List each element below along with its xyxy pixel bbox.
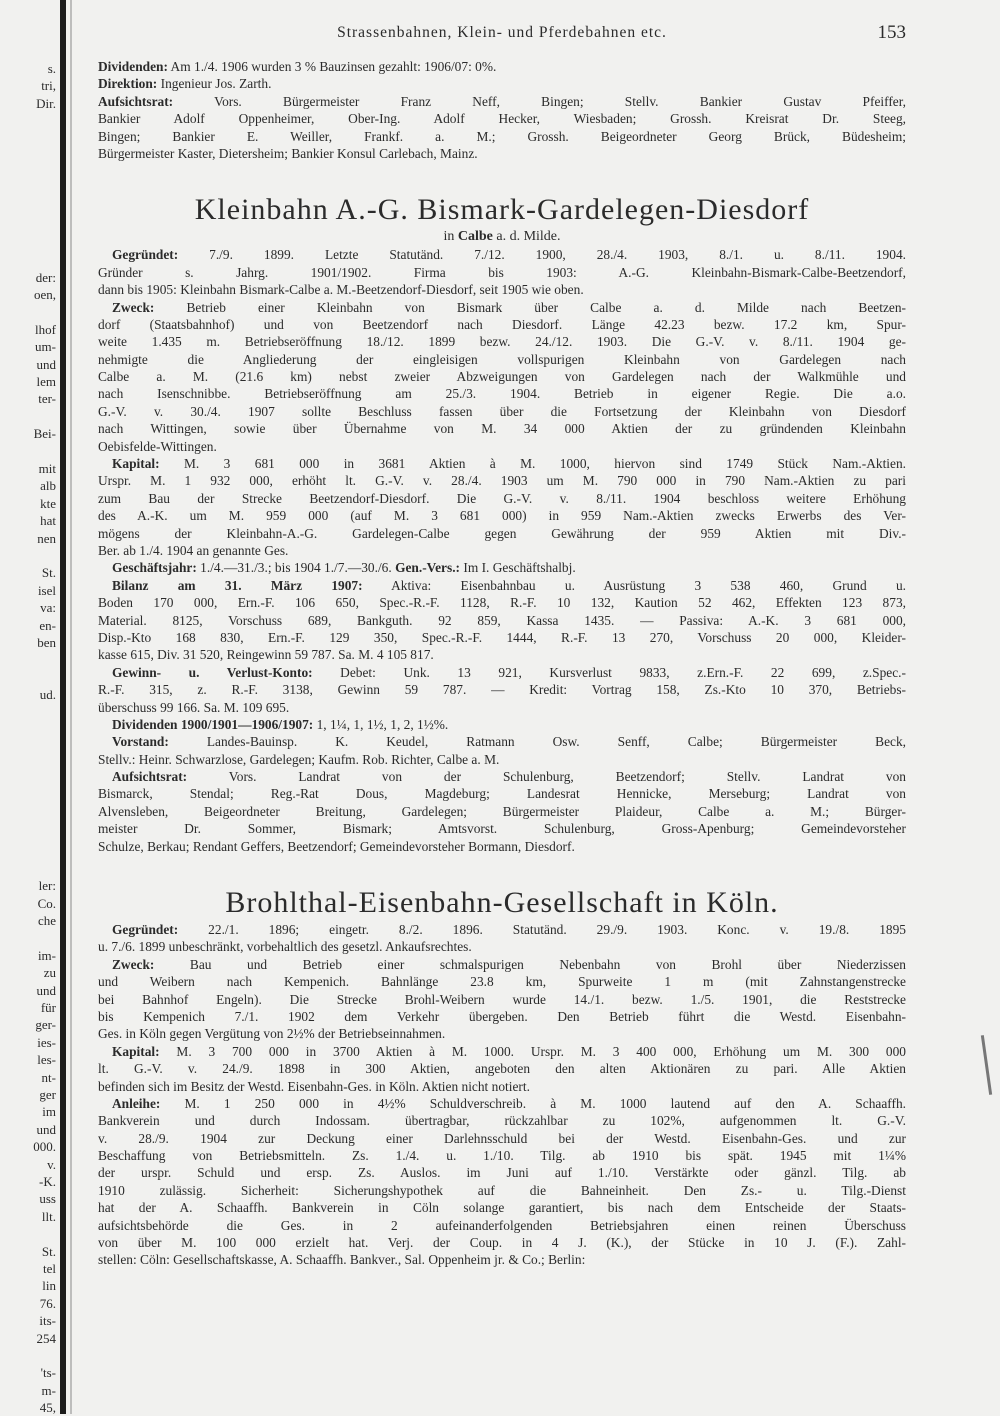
text-line: lt. G.-V. v. 24./9. 1898 in 300 Aktien, angeboten den alten Aktionären zu pari. Alle Aktien (98, 1061, 906, 1077)
margin-fragment: tel (43, 1260, 56, 1276)
margin-fragment: ies- (37, 1034, 56, 1050)
text-line: dann bis 1905: Kleinbahn Bismark-Calbe a. M.-Beetzendorf-Diesdorf, seit 1905 wie oben. (98, 282, 584, 298)
margin-fragment: oen, (33, 287, 56, 303)
margin-fragment (0, 303, 56, 320)
text-line: bei Bahnhof Engeln). Die Strecke Brohl-Weibern wurde 14./1. bezw. 1./5. 1901, die Reststrecke (98, 991, 906, 1007)
margin-fragment: llt. (41, 1208, 56, 1224)
text-line: Urspr. M. 1 932 000, erhöht lt. G.-V. v. 28./4. 1903 um M. 790 000 in 790 Nam.-Aktien zu pari (98, 473, 906, 489)
margin-fragment: für (40, 1000, 56, 1016)
margin-fragment: its- (39, 1313, 56, 1329)
margin-fragment: che (37, 913, 56, 929)
text-line: stellen: Cöln: Gesellschaftskasse, A. Schaaffh. Bankver., Sal. Oppenheim jr. & Co.; Berlin: (98, 1252, 586, 1268)
text-line: meister Dr. Sommer, Bismark; Amtsvorst. Schulenburg, Gross-Apenburg; Gemeindevorsteher (98, 821, 906, 837)
text-line: Bismarck, Stendal; Reg.-Rat Dous, Magdeburg; Landesrat Hennicke, Merseburg; Landrat von (98, 786, 906, 802)
margin-fragment: und (36, 982, 56, 998)
margin-fragment: hat (40, 513, 56, 529)
text-line: Bankier Adolf Oppenheimer, Ober-Ing. Adolf Hecker, Wiesbaden; Grossh. Kreisrat Dr. Steeg, (98, 111, 906, 127)
text-line: Zweck: Betrieb einer Kleinbahn von Bismark über Calbe a. d. Milde nach Beetzen- (112, 299, 906, 315)
text-line: kasse 615, Div. 31 520, Reingewinn 59 787. Sa. M. 4 105 817. (98, 647, 434, 663)
margin-fragment (0, 547, 56, 564)
margin-fragment (0, 756, 56, 773)
section-previous-entry-tail (98, 58, 906, 162)
margin-fragment (0, 651, 56, 668)
margin-fragment: isel (37, 582, 56, 598)
text-line: mögens der Kleinbahn-A.-G. Gardelegen-Calbe gegen Gewährung der 959 Aktien mit Div.- (98, 525, 906, 541)
margin-fragment: Bei- (33, 426, 56, 442)
margin-fragment: 000. (33, 1139, 56, 1155)
margin-fragment (0, 930, 56, 947)
margin-fragment (0, 860, 56, 877)
margin-fragment (0, 1225, 56, 1242)
margin-fragment (0, 808, 56, 825)
text-line: der urspr. Schuld und ersp. Zs. Auslos. im Juni auf 1./10. Verstärkte oder gänzl. Tilg. ab (98, 1165, 906, 1181)
text-line: Beschaffung von Betriebsmitteln. Zs. 1./4. u. 1./10. Tilg. ab 1910 bis spät. 1945 mit 1¼% (98, 1148, 906, 1164)
book-binding-edge (60, 0, 66, 1414)
margin-fragment (0, 738, 56, 755)
margin-fragment: der: (35, 269, 56, 285)
text-line: Aufsichtsrat: Vors. Bürgermeister Franz Neff, Bingen; Stellv. Bankier Gustav Pfeiffer, (98, 93, 906, 109)
text-line: Calbe a. M. (21.6 km) nebst zweier Abzweigungen von Gardelegen nach der Walkmühle und (98, 369, 906, 385)
margin-fragment: 45, (39, 1400, 56, 1416)
margin-fragment (0, 721, 56, 738)
section-subtitle-bismarck: in Calbe a. d. Milde. (443, 229, 561, 245)
margin-fragment (0, 234, 56, 251)
text-line: hat der A. Schaaffh. Bankverein in Cöln solange garantiert, bis nach dem Entscheide der Staats- (98, 1200, 906, 1216)
text-line: Ber. ab 1./4. 1904 an genannte Ges. (98, 542, 289, 558)
binding-shadow (70, 0, 72, 1414)
text-line: aufsichtsbehörde die Ges. in 2 aufeinanderfolgenden Betriebsjahren einen reinen Überschuss (98, 1217, 906, 1233)
text-line: Gegründet: 22./1. 1896; eingetr. 8./2. 1896. Statutänd. 29./9. 1903. Konc. v. 19./8. 1895 (112, 922, 906, 938)
page-content (98, 22, 906, 1269)
text-line: Direktion: Ingenieur Jos. Zarth. (98, 76, 272, 92)
margin-fragment: ud. (39, 687, 56, 703)
margin-fragment (0, 790, 56, 807)
margin-fragment: Co. (37, 895, 56, 911)
margin-fragment (0, 703, 56, 720)
text-line: Kapital: M. 3 700 000 in 3700 Aktien à M. 1000. Urspr. M. 3 400 000, Erhöhung um M. 300 000 (112, 1043, 906, 1059)
text-line: Gewinn- u. Verlust-Konto: Debet: Unk. 13 921, Kursverlust 9833, z.Ern.-F. 22 699, z.Spec.- (112, 664, 906, 680)
margin-fragment: ler: (38, 878, 56, 894)
margin-fragment: lem (36, 374, 56, 390)
margin-fragment: ben (37, 634, 56, 650)
margin-fragment: zu (43, 965, 56, 981)
text-line: G.-V. v. 30./4. 1907 sollte Beschluss fassen über die Fortsetzung der Kleinbahn von Diesdorf (98, 403, 906, 419)
section-body-bismarck (98, 246, 906, 855)
margin-fragment (0, 443, 56, 460)
text-line: Alvensleben, Beigeordneter Breitung, Gardelegen; Bürgermeister Plaideur, Calbe a. M.; Bürger- (98, 803, 906, 819)
margin-fragment: va: (40, 600, 56, 616)
text-line: Gründer s. Jahrg. 1901/1902. Firma bis 1903: A.-G. Kleinbahn-Bismark-Calbe-Beetzendorf, (98, 264, 906, 280)
margin-fragment: Dir. (36, 95, 56, 111)
margin-fragment (0, 251, 56, 268)
text-line: Anleihe: M. 1 250 000 in 4½% Schuldverschreib. à M. 1000 lautend auf den A. Schaaffh. (112, 1095, 906, 1111)
margin-fragment (0, 182, 56, 199)
margin-fragment (0, 199, 56, 216)
text-line: befinden sich im Besitz der Westd. Eisenbahn-Ges. in Köln. Aktien nicht notiert. (98, 1078, 530, 1094)
margin-fragment: nt- (41, 1069, 56, 1085)
margin-fragment (0, 843, 56, 860)
margin-fragment: kte (40, 495, 56, 511)
text-line: nehmigte die Angliederung der eingleisigen vollspurigen Kleinbahn von Gardelegen nach (98, 351, 906, 367)
margin-fragment: im- (37, 947, 56, 963)
text-line: Disp.-Kto 168 830, Ern.-F. 129 350, Spec.-R.-F. 1444, R.-F. 13 270, Vorschuss 20 000, Kleider- (98, 629, 906, 645)
margin-fragment (0, 217, 56, 234)
margin-fragment (0, 130, 56, 147)
margin-fragment: s. (47, 61, 56, 76)
text-line: nach Isenschnibbe. Betriebseröffnung am 25./3. 1904. Betrieb in eigener Regie. Die a.o. (98, 386, 906, 402)
text-line: Kapital: M. 3 681 000 in 3681 Aktien à M. 1000, hiervon sind 1749 Stück Nam.-Aktien. (112, 456, 906, 472)
text-line: u. 7./6. 1899 unbeschränkt, vorbehaltlich des gesetzl. Ankaufsrechtes. (98, 939, 472, 955)
section-title-bismarck: Kleinbahn A.-G. Bismark-Gardelegen-Diesdorf (194, 193, 810, 227)
margin-fragment (0, 408, 56, 425)
margin-fragment: 254 (36, 1330, 56, 1346)
section-title-brohl: Brohlthal-Eisenbahn-Gesellschaft in Köln. (225, 886, 779, 920)
running-title: Strassenbahnen, Klein- und Pferdebahnen etc. (337, 24, 667, 41)
text-line: Zweck: Bau und Betrieb einer schmalspurigen Nebenbahn von Brohl über Niederzissen (112, 956, 906, 972)
margin-fragment: 76. (39, 1295, 56, 1311)
margin-fragment: ter- (38, 391, 56, 407)
text-line: Aufsichtsrat: Vors. Landrat von der Schulenburg, Beetzendorf; Stellv. Landrat von (112, 769, 906, 785)
running-header (98, 22, 906, 50)
margin-fragment: ger- (35, 1017, 56, 1033)
margin-fragment (0, 164, 56, 181)
margin-fragment (0, 669, 56, 686)
margin-fragment: und (36, 1121, 56, 1137)
text-line: Bingen; Bankier E. Weiller, Frankf. a. M.; Grossh. Beigeordneter Georg Brück, Büdesheim; (98, 128, 906, 144)
text-line: von über M. 100 000 erzielt hat. Verj. der Coup. in 4 J. (K.), der Stücke in 10 J. (F.). Zahl- (98, 1235, 906, 1251)
text-line: Schulze, Berkau; Rendant Geffers, Beetzendorf; Gemeindevorsteher Bormann, Diesdorf. (98, 838, 575, 854)
section-body-brohl (98, 921, 906, 1269)
margin-fragment: St. (41, 1243, 56, 1259)
text-line: 1910 zulässig. Sicherheit: Sicherungshypothek auf die Bahneinheit. Den Zs.- u. Tilg.-Dienst (98, 1182, 906, 1198)
text-line: dorf (Staatsbahnhof) und von Beetzendorf nach Diesdorf. Länge 42.23 bezw. 17.2 km, Spur- (98, 316, 906, 332)
text-line: nach Wittingen, sowie über Übernahme von M. 34 000 Aktien der zu gründenden Kleinbahn (98, 421, 906, 437)
text-line: Bilanz am 31. März 1907: Aktiva: Eisenbahnbau u. Ausrüstung 3 538 460, Grund u. (112, 577, 906, 593)
margin-fragment: lhof (35, 321, 56, 337)
text-line: Geschäftsjahr: 1./4.—31./3.; bis 1904 1./7.—30./6. Gen.-Vers.: Im I. Geschäftshalbj. (112, 560, 576, 576)
text-line: Stellv.: Heinr. Schwarzlose, Gardelegen; Kaufm. Rob. Richter, Calbe a. M. (98, 751, 500, 767)
margin-fragment: St. (41, 565, 56, 581)
margin-fragment: im (42, 1104, 56, 1120)
text-line: weite 1.435 m. Betriebseröffnung 18./12. 1899 bezw. 24./12. 1903. Die G.-V. v. 8./11. 1904 ge- (98, 334, 906, 350)
text-line: v. 28./9. 1904 zur Deckung einer Darlehnsschuld bei der Westd. Eisenbahn-Ges. und zur (98, 1130, 906, 1146)
margin-fragment: uss (39, 1191, 56, 1207)
margin-fragment: -K. (39, 1174, 56, 1189)
text-line: Bankverein und durch Indossam. übertragbar, rückzahlbar zu 102%, aufgenommen lt. G.-V. (98, 1113, 906, 1129)
margin-fragment: v. (47, 1156, 56, 1172)
text-line: Dividenden: Am 1./4. 1906 wurden 3 % Bauzinsen gezahlt: 1906/07: 0%. (98, 59, 497, 74)
page-number: 153 (877, 22, 906, 43)
scan-mark (981, 1035, 992, 1095)
text-line: bis Kempenich 7./1. 1902 dem Verkehr übergeben. Den Betrieb führt die Westd. Eisenbahn- (98, 1008, 906, 1024)
margin-fragment (0, 112, 56, 129)
text-line: zum Bau der Strecke Beetzendorf-Diesdorf. Die G.-V. v. 8./11. 1904 beschloss weitere Erhöhung (98, 490, 906, 506)
margin-fragment: tri, (41, 78, 56, 94)
text-line: Bürgermeister Kaster, Dietersheim; Bankier Konsul Carlebach, Mainz. (98, 145, 478, 161)
text-line: überschuss 99 166. Sa. M. 109 695. (98, 699, 290, 715)
text-line: Oebisfelde-Wittingen. (98, 438, 217, 454)
margin-fragment (0, 773, 56, 790)
text-line: Boden 170 000, Ern.-F. 106 650, Spec.-R.-F. 1128, R.-F. 10 132, Kaution 52 462, Effekten 123 873, (98, 595, 906, 611)
left-margin-fragments (0, 60, 56, 1416)
text-line: Gegründet: 7./9. 1899. Letzte Statutänd. 7./12. 1900, 28./4. 1903, 8./1. u. 8./11. 1904. (112, 247, 906, 263)
margin-fragment: und (36, 356, 56, 372)
margin-fragment: lin (42, 1278, 56, 1294)
margin-fragment: nen (37, 530, 56, 546)
text-line: Ges. in Köln gegen Vergütung von 2½% der Betriebseinnahmen. (98, 1026, 446, 1042)
margin-fragment: um- (35, 339, 56, 355)
margin-fragment: alb (40, 478, 56, 494)
text-line: Material. 8125, Vorschuss 689, Bankguth. 92 859, Kassa 1435. — Passiva: A.-K. 3 681 000, (98, 612, 906, 628)
margin-fragment: m- (41, 1382, 56, 1398)
margin-fragment (0, 825, 56, 842)
margin-fragment: les- (37, 1052, 56, 1068)
margin-fragment: en- (39, 617, 56, 633)
text-line: Vorstand: Landes-Bauinsp. K. Keudel, Ratmann Osw. Senff, Calbe; Bürgermeister Beck, (112, 734, 906, 750)
text-line: Dividenden 1900/1901—1906/1907: 1, 1¼, 1, 1½, 1, 2, 1½%. (112, 716, 449, 732)
margin-fragment (0, 1347, 56, 1364)
text-line: R.-F. 315, z. R.-F. 3138, Gewinn 59 787. — Kredit: Vortrag 158, Zs.-Kto 10 370, Betriebs- (98, 682, 906, 698)
text-line: des A.-K. um M. 959 000 (auf M. 3 681 000) in 959 Nam.-Aktien zwecks Erwerbs des Ver- (98, 508, 906, 524)
margin-fragment: 'ts- (40, 1365, 56, 1381)
margin-fragment (0, 147, 56, 164)
text-line: und Weibern nach Kempenich. Bahnlänge 23.8 km, Spurweite 1 m (mit Zahnstangenstrecke (98, 974, 906, 990)
margin-fragment: mit (38, 460, 56, 476)
margin-fragment: ger (39, 1087, 56, 1103)
